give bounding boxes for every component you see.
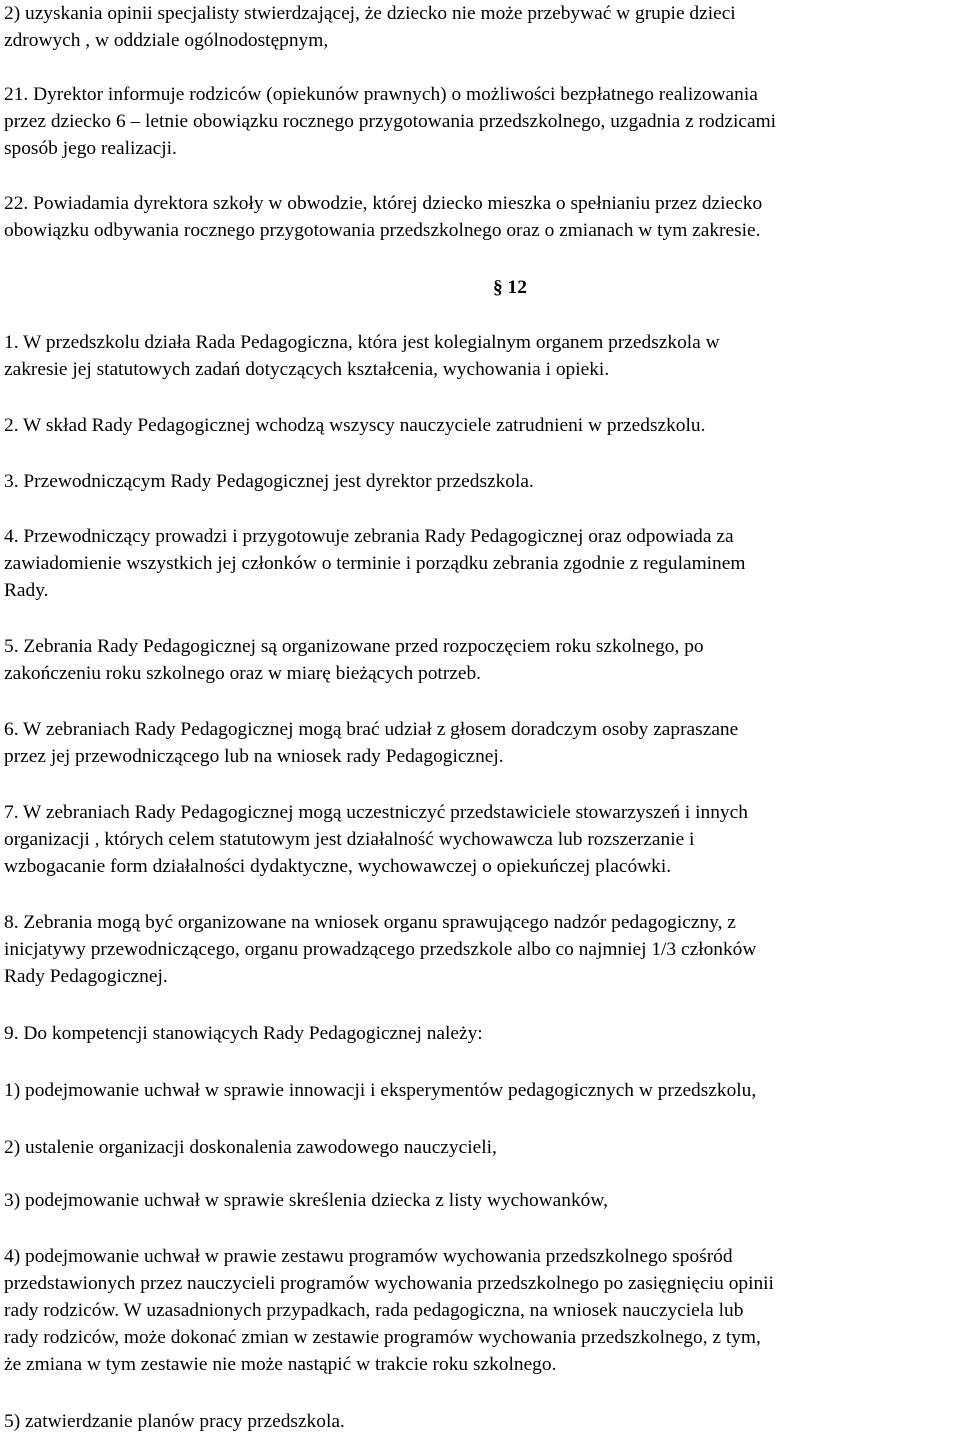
text-line: 7. W zebraniach Rady Pedagogicznej mogą uczestniczyć przedstawiciele stowarzyszeń i innych xyxy=(4,802,748,823)
text-line: 3) podejmowanie uchwał w sprawie skreślenia dziecka z listy wychowanków, xyxy=(4,1190,608,1211)
text-line: zawiadomienie wszystkich jej członków o terminie i porządku zebrania zgodnie z regulaminem xyxy=(4,553,746,574)
list-item-3 xyxy=(4,1187,959,1214)
text-line: 5. Zebrania Rady Pedagogicznej są organizowane przed rozpoczęciem roku szkolnego, po xyxy=(4,636,704,657)
paragraph-22 xyxy=(4,190,959,244)
text-line: 1) podejmowanie uchwał w sprawie innowacji i eksperymentów pedagogicznych w przedszkolu, xyxy=(4,1080,757,1101)
paragraph-1 xyxy=(4,329,959,383)
text-line: 2) uzyskania opinii specjalisty stwierdzającej, że dziecko nie może przebywać w grupie dzieci xyxy=(4,3,736,24)
text-line: wzbogacanie form działalności dydaktyczne, wychowawczej o opiekuńczej placówki. xyxy=(4,856,672,877)
text-line: przez jej przewodniczącego lub na wniosek rady Pedagogicznej. xyxy=(4,746,504,767)
paragraph-4 xyxy=(4,523,959,604)
text-line: przedstawionych przez nauczycieli programów wychowania przedszkolnego po zasięgnięciu opinii xyxy=(4,1273,774,1294)
paragraph-9 xyxy=(4,1020,959,1047)
text-line: organizacji , których celem statutowym jest działalność wychowawcza lub rozszerzanie i xyxy=(4,829,695,850)
paragraph-3 xyxy=(4,468,959,495)
list-item-5 xyxy=(4,1408,959,1435)
text-line: 2. W skład Rady Pedagogicznej wchodzą wszyscy nauczyciele zatrudnieni w przedszkolu. xyxy=(4,415,706,436)
text-line: że zmiana w tym zestawie nie może nastąpić w trakcie roku szkolnego. xyxy=(4,1354,557,1375)
paragraph-8 xyxy=(4,909,959,990)
text-line: obowiązku odbywania rocznego przygotowania przedszkolnego oraz o zmianach w tym zakresie. xyxy=(4,220,761,241)
list-item-1 xyxy=(4,1077,959,1104)
paragraph-5 xyxy=(4,633,959,687)
text-line: 1. W przedszkolu działa Rada Pedagogiczna, która jest kolegialnym organem przedszkola w xyxy=(4,332,720,353)
section-heading: § 12 xyxy=(493,277,527,298)
text-line: rady rodziców, może dokonać zmian w zestawie programów wychowania przedszkolnego, z tym, xyxy=(4,1327,761,1348)
text-line: 3. Przewodniczącym Rady Pedagogicznej jest dyrektor przedszkola. xyxy=(4,471,534,492)
text-line: Rady. xyxy=(4,580,49,601)
text-line: 6. W zebraniach Rady Pedagogicznej mogą brać udział z głosem doradczym osoby zapraszane xyxy=(4,719,739,740)
text-line: inicjatywy przewodniczącego, organu prowadzącego przedszkole albo co najmniej 1/3 członków xyxy=(4,939,757,960)
text-line: zakończeniu roku szkolnego oraz w miarę bieżących potrzeb. xyxy=(4,663,482,684)
text-line: 22. Powiadamia dyrektora szkoły w obwodzie, której dziecko mieszka o spełnianiu przez dziecko xyxy=(4,193,763,214)
text-line: przez dziecko 6 – letnie obowiązku rocznego przygotowania przedszkolnego, uzgadnia z rodzicami xyxy=(4,111,777,132)
text-line: 2) ustalenie organizacji doskonalenia zawodowego nauczycieli, xyxy=(4,1137,497,1158)
text-line: zakresie jej statutowych zadań dotyczących kształcenia, wychowania i opieki. xyxy=(4,359,610,380)
text-line: 4) podejmowanie uchwał w prawie zestawu programów wychowania przedszkolnego spośród xyxy=(4,1246,733,1267)
text-line: 21. Dyrektor informuje rodziców (opiekunów prawnych) o możliwości bezpłatnego realizowania xyxy=(4,84,758,105)
list-item-4 xyxy=(4,1243,959,1378)
paragraph-21 xyxy=(4,81,959,162)
text-line: sposób jego realizacji. xyxy=(4,138,177,159)
text-line: Rady Pedagogicznej. xyxy=(4,966,168,987)
list-item-2 xyxy=(4,1134,959,1161)
text-line: 5) zatwierdzanie planów pracy przedszkola. xyxy=(4,1411,345,1432)
paragraph-7 xyxy=(4,799,959,880)
paragraph-2 xyxy=(4,412,959,439)
text-line: rady rodziców. W uzasadnionych przypadkach, rada pedagogiczna, na wniosek nauczyciela lub xyxy=(4,1300,744,1321)
text-line: zdrowych , w oddziale ogólnodostępnym, xyxy=(4,30,329,51)
text-line: 4. Przewodniczący prowadzi i przygotowuje zebrania Rady Pedagogicznej oraz odpowiada za xyxy=(4,526,734,547)
paragraph-opinion-specialist xyxy=(4,0,959,54)
paragraph-6 xyxy=(4,716,959,770)
text-line: 8. Zebrania mogą być organizowane na wniosek organu sprawującego nadzór pedagogiczny, z xyxy=(4,912,736,933)
text-line: 9. Do kompetencji stanowiących Rady Pedagogicznej należy: xyxy=(4,1023,483,1044)
